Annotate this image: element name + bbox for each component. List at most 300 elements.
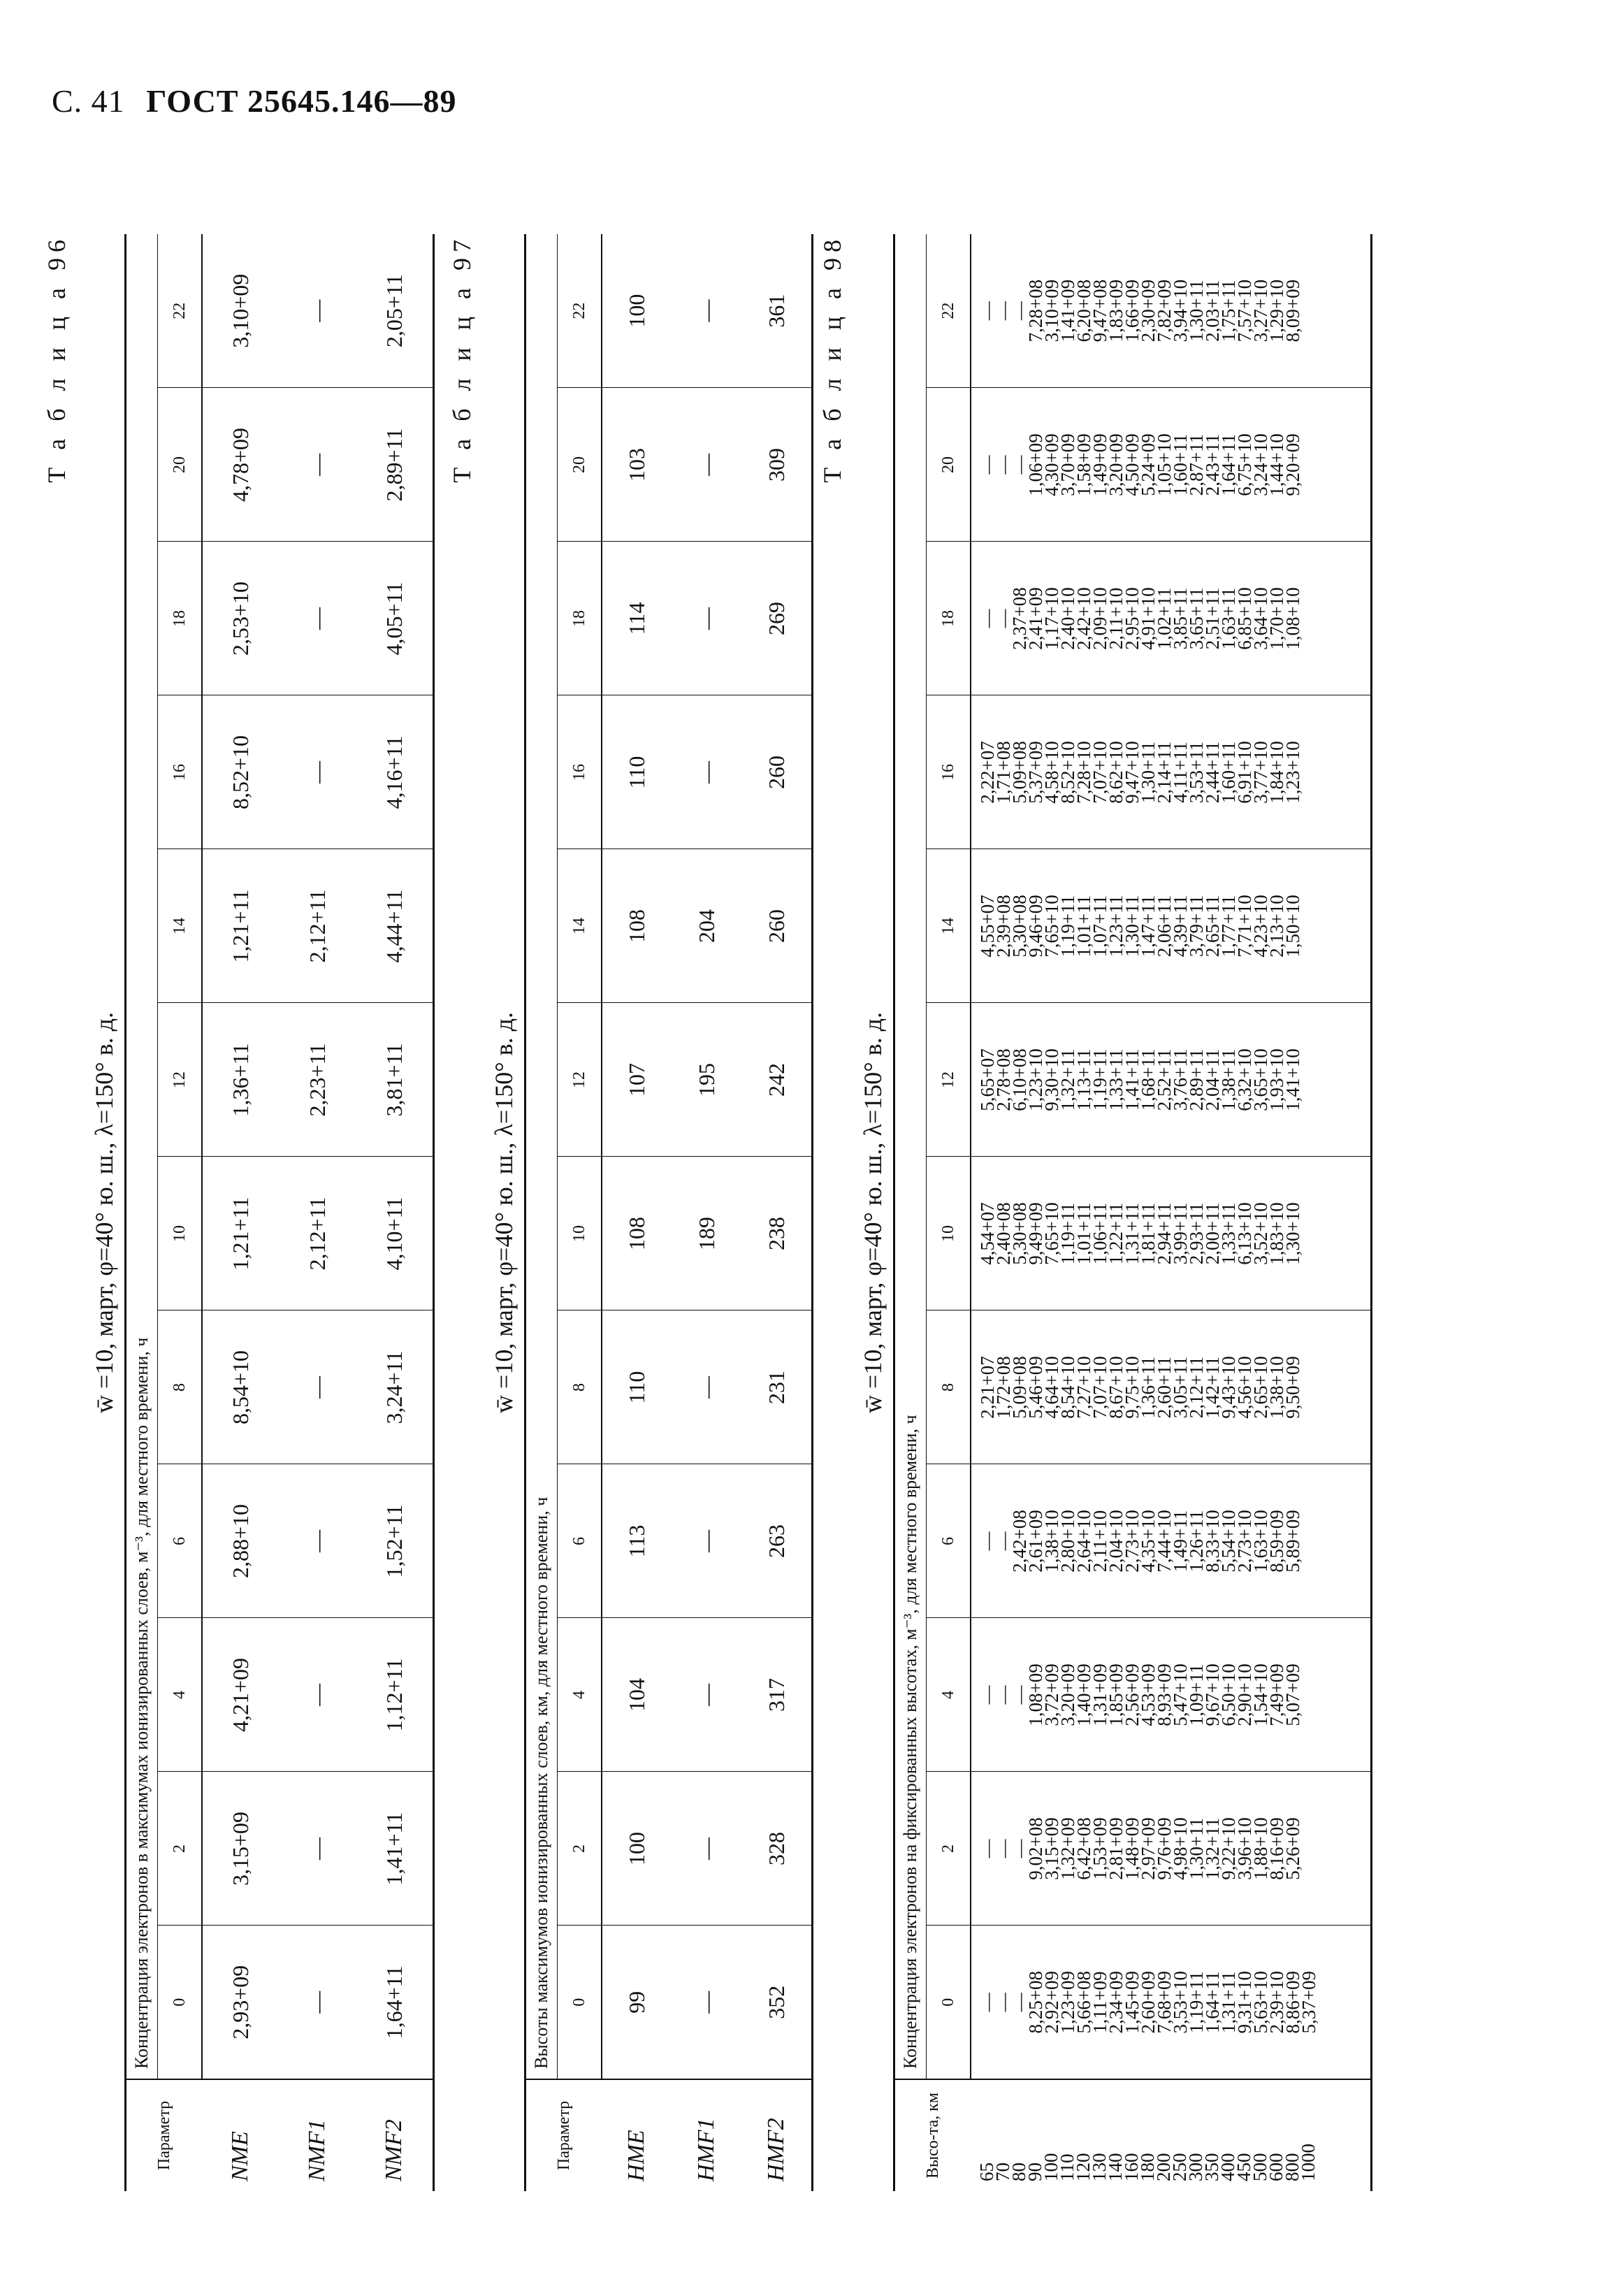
value-cell: — xyxy=(977,1685,998,1705)
value-cell: 2,73+10 xyxy=(1234,1510,1255,1573)
value-cell: 2,13+10 xyxy=(1266,895,1287,958)
value-cell: — xyxy=(993,455,1014,475)
value-cell: 2,88+10 xyxy=(202,1464,279,1618)
value-cell: 5,46+09 xyxy=(1025,1356,1046,1419)
value-cell: 3,65+10 xyxy=(1250,1048,1271,1111)
value-cell: 7,44+10 xyxy=(1154,1510,1175,1573)
value-cell: 1,41+11 xyxy=(356,1772,434,1926)
value-cell: 3,20+09 xyxy=(1105,433,1126,496)
value-cell: 2,43+11 xyxy=(1202,433,1223,496)
value-cell: 1,19+11 xyxy=(1186,1971,1207,2033)
value-cell: 1,41+09 xyxy=(1057,279,1078,342)
value-cell: 1,38+10 xyxy=(1266,1356,1287,1419)
value-cell: 9,31+10 xyxy=(1234,1971,1255,2034)
value-cell: — xyxy=(1009,301,1030,321)
value-cell: 1,17+10 xyxy=(1041,587,1062,650)
value-cell: 1,30+10 xyxy=(1282,1202,1303,1265)
hour-header: 16 xyxy=(558,695,602,849)
value-cell: 1,71+08 xyxy=(993,741,1014,804)
hour-header: 8 xyxy=(558,1310,602,1464)
value-cell: 1,19+11 xyxy=(1057,895,1078,958)
value-cell: 3,53+10 xyxy=(1170,1971,1191,2034)
value-cell: 100 xyxy=(602,1772,672,1926)
value-cell: 1,36+11 xyxy=(1138,1356,1159,1419)
value-cell: 4,39+11 xyxy=(1170,895,1191,958)
value-cell: 8,25+08 xyxy=(1025,1971,1046,2034)
value-cell: 2,37+08 xyxy=(1009,587,1030,650)
value-cell: 5,37+09 xyxy=(1025,741,1046,804)
value-cell: — xyxy=(672,542,741,695)
value-cell: 3,70+09 xyxy=(1057,433,1078,496)
value-cell: 3,24+10 xyxy=(1250,433,1271,496)
hour-column xyxy=(971,849,1372,1003)
value-cell: 2,80+10 xyxy=(1057,1510,1078,1573)
value-cell: 8,52+10 xyxy=(202,695,279,849)
value-cell: — xyxy=(993,1993,1014,2012)
hour-header: 22 xyxy=(927,234,971,388)
value-cell: — xyxy=(1009,455,1030,475)
value-cell: 3,96+10 xyxy=(1234,1817,1255,1880)
value-cell: 3,10+09 xyxy=(202,234,279,388)
hour-header: 16 xyxy=(158,695,203,849)
value-cell: — xyxy=(993,1839,1014,1858)
value-cell: 1,23+11 xyxy=(1105,895,1126,958)
value-cell: — xyxy=(977,609,998,628)
value-cell: — xyxy=(279,234,356,388)
value-cell: 2,97+09 xyxy=(1138,1817,1159,1880)
value-cell: 263 xyxy=(741,1464,813,1618)
value-cell: 1,32+09 xyxy=(1057,1817,1078,1880)
value-cell: 107 xyxy=(602,1003,672,1157)
value-cell: 1,30+11 xyxy=(1186,1817,1207,1880)
value-cell: 189 xyxy=(672,1157,741,1310)
value-cell: 5,63+10 xyxy=(1250,1971,1271,2034)
value-cell: 1,21+11 xyxy=(202,849,279,1003)
value-cell: 2,05+11 xyxy=(356,234,434,388)
value-cell: 2,23+11 xyxy=(279,1003,356,1157)
value-cell: 1,30+11 xyxy=(1122,895,1143,958)
hour-column xyxy=(971,1003,1372,1157)
value-cell: 1,33+11 xyxy=(1218,1202,1239,1265)
value-cell: — xyxy=(977,301,998,321)
param-name: NME xyxy=(202,2079,279,2191)
value-cell: 7,49+09 xyxy=(1266,1663,1287,1726)
value-cell: 6,42+08 xyxy=(1073,1817,1094,1880)
value-cell: 5,24+09 xyxy=(1138,433,1159,496)
altitude-value: 90 xyxy=(1024,2162,1045,2181)
value-cell: 2,40+10 xyxy=(1057,587,1078,650)
value-cell: 2,60+09 xyxy=(1138,1971,1159,2034)
value-cell: 1,52+11 xyxy=(356,1464,434,1618)
value-cell: 9,75+10 xyxy=(1122,1356,1143,1419)
value-cell: 2,89+11 xyxy=(1186,1048,1207,1111)
value-cell: 2,94+11 xyxy=(1154,1202,1175,1265)
hour-header: 12 xyxy=(927,1003,971,1157)
value-cell: 1,84+10 xyxy=(1266,741,1287,804)
value-cell: 4,91+10 xyxy=(1138,587,1159,650)
value-cell: — xyxy=(1009,1839,1030,1858)
value-cell: 195 xyxy=(672,1003,741,1157)
value-cell: — xyxy=(693,1991,719,2014)
hour-header: 18 xyxy=(927,542,971,695)
hour-header: 0 xyxy=(927,1926,971,2079)
value-cell: 2,65+10 xyxy=(1250,1356,1271,1419)
value-cell: 2,34+09 xyxy=(1105,1971,1126,2034)
hour-column xyxy=(971,1926,1372,2079)
value-cell xyxy=(1301,542,1317,695)
hour-column xyxy=(971,1310,1372,1464)
value-cell: 3,64+10 xyxy=(1250,587,1271,650)
value-cell: 6,13+10 xyxy=(1234,1202,1255,1265)
value-cell: — xyxy=(672,388,741,542)
value-cell: — xyxy=(279,1464,356,1618)
value-cell: 5,89+09 xyxy=(1282,1510,1303,1573)
value-cell: 6,20+08 xyxy=(1073,279,1094,342)
param-name: NMF1 xyxy=(279,2079,356,2191)
value-cell: — xyxy=(1009,1685,1030,1705)
altitude-value: 140 xyxy=(1105,2153,1126,2181)
hour-header: 8 xyxy=(158,1310,203,1464)
value-cell: 1,41+11 xyxy=(1122,1048,1143,1111)
value-cell: 5,30+08 xyxy=(1009,1202,1030,1265)
altitude-value: 110 xyxy=(1057,2153,1078,2181)
value-cell: 2,04+10 xyxy=(1105,1510,1126,1573)
value-cell: 6,50+10 xyxy=(1218,1663,1239,1726)
param-name: HMF1 xyxy=(672,2079,741,2191)
value-cell: 1,68+11 xyxy=(1138,1048,1159,1111)
value-cell: 2,11+10 xyxy=(1089,1510,1110,1573)
value-cell: 108 xyxy=(602,1157,672,1310)
hour-column xyxy=(971,388,1372,542)
value-cell: 1,64+11 xyxy=(1202,1971,1223,2033)
value-cell: 4,64+10 xyxy=(1041,1356,1062,1419)
value-cell: 1,41+10 xyxy=(1282,1048,1303,1111)
hour-header: 14 xyxy=(158,849,203,1003)
table-row xyxy=(202,234,279,2191)
value-cell: 1,88+10 xyxy=(1250,1817,1271,1880)
value-cell: 1,08+10 xyxy=(1282,587,1303,650)
value-cell: 3,76+11 xyxy=(1170,1048,1191,1111)
value-cell: 2,12+11 xyxy=(1186,1356,1207,1419)
hour-header: 20 xyxy=(158,388,203,542)
value-cell: 231 xyxy=(741,1310,813,1464)
value-cell: 1,32+11 xyxy=(1202,1817,1223,1880)
hour-header: 20 xyxy=(558,388,602,542)
hour-header-row xyxy=(927,234,971,2191)
value-cell: 1,38+10 xyxy=(1041,1510,1062,1573)
value-cell: — xyxy=(304,1991,330,2014)
value-cell: — xyxy=(279,388,356,542)
hour-header: 2 xyxy=(158,1772,203,1926)
value-cell: 1,31+09 xyxy=(1089,1663,1110,1726)
param-name: HME xyxy=(602,2079,672,2191)
hour-header: 6 xyxy=(558,1464,602,1618)
value-cell: 2,78+08 xyxy=(993,1048,1014,1111)
value-cell: 2,52+11 xyxy=(1154,1048,1175,1111)
value-cell: 2,92+09 xyxy=(1041,1971,1062,2034)
value-cell: 2,22+07 xyxy=(977,741,998,804)
value-cell: 1,23+09 xyxy=(1057,1971,1078,2034)
value-cell: 4,58+10 xyxy=(1041,741,1062,804)
value-cell: 9,49+09 xyxy=(1025,1202,1046,1265)
value-cell: — xyxy=(279,1618,356,1772)
value-cell: 7,27+10 xyxy=(1073,1356,1094,1419)
value-cell: 8,54+10 xyxy=(1057,1356,1078,1419)
altitude-value: 65 xyxy=(976,2162,997,2181)
table-98-title: w̄ =10, март, φ=40° ю. ш., λ=150° в. д. xyxy=(859,1012,887,1413)
altitude-value: 100 xyxy=(1041,2153,1061,2181)
value-cell: 2,06+11 xyxy=(1154,895,1175,958)
group-header: Высоты максимумов ионизированных слоев, км, для местного времени, ч xyxy=(525,234,558,2079)
altitude-value: 500 xyxy=(1249,2153,1270,2181)
hour-header-row xyxy=(558,234,602,2191)
value-cell: — xyxy=(993,1685,1014,1705)
value-cell: 1,11+09 xyxy=(1089,1971,1110,2033)
value-cell: 103 xyxy=(602,388,672,542)
value-cell: 2,11+10 xyxy=(1105,587,1126,650)
value-cell: — xyxy=(977,1531,998,1551)
value-cell: 2,39+08 xyxy=(993,895,1014,958)
value-cell: 2,21+07 xyxy=(977,1356,998,1419)
hour-header: 0 xyxy=(558,1926,602,2079)
value-cell: — xyxy=(977,1839,998,1858)
value-cell: 1,06+09 xyxy=(1025,433,1046,496)
value-cell: 7,07+10 xyxy=(1089,1356,1110,1419)
value-cell: 317 xyxy=(741,1618,813,1772)
param-header: Параметр xyxy=(126,2079,203,2191)
table-row xyxy=(279,234,356,2191)
value-cell: 4,54+07 xyxy=(977,1202,998,1265)
hour-header: 10 xyxy=(927,1157,971,1310)
altitude-value: 250 xyxy=(1169,2153,1190,2181)
value-cell: 1,19+11 xyxy=(1057,1202,1078,1265)
value-cell: 7,71+10 xyxy=(1234,895,1255,958)
value-cell: 260 xyxy=(741,849,813,1003)
table-96-label: Т а б л и ц а 96 xyxy=(43,234,71,483)
hour-header: 10 xyxy=(158,1157,203,1310)
value-cell: 6,32+10 xyxy=(1234,1048,1255,1111)
value-cell: — xyxy=(672,1310,741,1464)
value-cell: 1,70+10 xyxy=(1266,587,1287,650)
table-98-label: Т а б л и ц а 98 xyxy=(818,234,846,483)
value-cell: 4,30+09 xyxy=(1041,433,1062,496)
value-cell: 1,23+10 xyxy=(1025,1048,1046,1111)
value-cell: 2,51+11 xyxy=(1202,587,1223,650)
altitude-value: 70 xyxy=(992,2162,1013,2181)
value-cell: — xyxy=(279,695,356,849)
value-cell: 9,67+10 xyxy=(1202,1663,1223,1726)
hour-header: 6 xyxy=(927,1464,971,1618)
value-cell: 5,66+08 xyxy=(1073,1971,1094,2034)
value-cell: 108 xyxy=(602,849,672,1003)
hour-header: 14 xyxy=(558,849,602,1003)
value-cell: 1,02+11 xyxy=(1154,587,1175,650)
altitude-value: 300 xyxy=(1185,2153,1206,2181)
group-header-row xyxy=(525,234,558,2191)
altitude-value: 120 xyxy=(1073,2153,1094,2181)
rotated-tables-area xyxy=(0,178,1502,2275)
value-cell: 1,38+11 xyxy=(1218,1048,1239,1111)
value-cell xyxy=(1301,234,1317,388)
value-cell: 1,50+10 xyxy=(1282,895,1303,958)
value-cell: 9,20+09 xyxy=(1282,433,1303,496)
value-cell: 5,26+09 xyxy=(1282,1817,1303,1880)
value-cell: 2,40+08 xyxy=(993,1202,1014,1265)
value-cell: 2,44+11 xyxy=(1202,741,1223,804)
value-cell: 2,81+09 xyxy=(1105,1817,1126,1880)
value-cell: 242 xyxy=(741,1003,813,1157)
value-cell: 238 xyxy=(741,1157,813,1310)
hour-column xyxy=(971,695,1372,849)
value-cell: 110 xyxy=(602,695,672,849)
hour-column xyxy=(971,1618,1372,1772)
value-cell: 3,10+09 xyxy=(1041,279,1062,342)
value-cell: 4,78+09 xyxy=(202,388,279,542)
value-cell: 7,57+10 xyxy=(1234,279,1255,342)
value-cell xyxy=(1301,1157,1317,1310)
table-row xyxy=(602,234,672,2191)
hour-column xyxy=(971,1157,1372,1310)
value-cell: 2,61+09 xyxy=(1025,1510,1046,1573)
value-cell: 1,33+11 xyxy=(1105,1048,1126,1111)
hour-header: 12 xyxy=(158,1003,203,1157)
value-cell: 1,30+11 xyxy=(1186,280,1207,342)
value-cell: 2,39+10 xyxy=(1266,1971,1287,2034)
hour-header: 22 xyxy=(558,234,602,388)
value-cell xyxy=(1301,389,1317,542)
value-cell: 7,07+10 xyxy=(1089,741,1110,804)
value-cell: 8,59+09 xyxy=(1266,1510,1287,1573)
value-cell: — xyxy=(672,1464,741,1618)
hour-header: 8 xyxy=(927,1310,971,1464)
value-cell: 2,03+11 xyxy=(1202,280,1223,342)
value-cell: 100 xyxy=(602,234,672,388)
value-cell: 1,31+11 xyxy=(1218,1971,1239,2033)
hour-header: 4 xyxy=(158,1618,203,1772)
value-cell: 3,72+09 xyxy=(1041,1663,1062,1726)
value-cell: 4,50+09 xyxy=(1122,433,1143,496)
value-cell: 99 xyxy=(624,1991,649,2014)
value-cell: 6,91+10 xyxy=(1234,741,1255,804)
value-cell: — xyxy=(977,1993,998,2012)
value-cell: 3,81+11 xyxy=(356,1003,434,1157)
value-cell: 7,28+08 xyxy=(1025,279,1046,342)
value-cell: 4,55+07 xyxy=(977,895,998,958)
value-cell: 2,12+11 xyxy=(279,849,356,1003)
hour-header: 16 xyxy=(927,695,971,849)
value-cell: 1,45+09 xyxy=(1122,1971,1143,2034)
value-cell: 1,01+11 xyxy=(1073,1202,1094,1265)
value-cell: — xyxy=(279,1310,356,1464)
value-cell: 7,65+10 xyxy=(1041,1202,1062,1265)
value-cell: 2,89+11 xyxy=(356,388,434,542)
value-cell: 4,56+10 xyxy=(1234,1356,1255,1419)
hour-column xyxy=(971,1464,1372,1618)
value-cell: 4,10+11 xyxy=(356,1157,434,1310)
value-cell: 5,30+08 xyxy=(1009,895,1030,958)
value-cell: 2,42+10 xyxy=(1073,587,1094,650)
value-cell: 9,43+10 xyxy=(1218,1356,1239,1419)
hour-header: 2 xyxy=(927,1772,971,1926)
table-row xyxy=(672,234,741,2191)
altitude-column xyxy=(971,2079,1372,2191)
value-cell: 1,09+11 xyxy=(1186,1663,1207,1726)
altitude-value: 450 xyxy=(1233,2153,1254,2181)
hour-header: 0 xyxy=(158,1926,203,2079)
value-cell: 2,14+11 xyxy=(1154,741,1175,804)
value-cell xyxy=(1301,850,1317,1003)
value-cell: 3,15+09 xyxy=(1041,1817,1062,1880)
group-header: Концентрация электронов на фиксированных высотах, м⁻³, для местного времени, ч xyxy=(894,234,927,2079)
value-cell: 6,85+10 xyxy=(1234,587,1255,650)
value-cell: 3,27+10 xyxy=(1250,279,1271,342)
value-cell: 2,56+09 xyxy=(1122,1663,1143,1726)
hour-header: 6 xyxy=(158,1464,203,1618)
value-cell: 328 xyxy=(741,1772,813,1926)
value-cell: 8,62+10 xyxy=(1105,741,1126,804)
value-cell: 5,54+10 xyxy=(1218,1510,1239,1573)
standard-number: ГОСТ 25645.146—89 xyxy=(146,83,457,119)
value-cell: 6,10+08 xyxy=(1009,1048,1030,1111)
value-cell: 1,85+09 xyxy=(1105,1663,1126,1726)
value-cell: 309 xyxy=(741,388,813,542)
value-cell: 1,53+09 xyxy=(1089,1817,1110,1880)
value-cell: 4,16+11 xyxy=(356,695,434,849)
value-cell: 1,05+10 xyxy=(1154,433,1175,496)
value-cell: 4,21+09 xyxy=(202,1618,279,1772)
group-header: Концентрация электронов в максимумах ионизированных слоев, м⁻³, для местного времени, ч xyxy=(126,234,158,2079)
value-cell xyxy=(1301,1772,1317,1926)
value-cell: 8,33+10 xyxy=(1202,1510,1223,1573)
hour-header: 10 xyxy=(558,1157,602,1310)
altitude-value: 130 xyxy=(1089,2153,1110,2181)
hour-column xyxy=(971,542,1372,695)
value-cell: 5,09+08 xyxy=(1009,1356,1030,1419)
altitude-value: 160 xyxy=(1121,2153,1142,2181)
hour-header: 18 xyxy=(158,542,203,695)
value-cell: 2,30+09 xyxy=(1138,279,1159,342)
value-cell: 3,85+11 xyxy=(1170,587,1191,650)
value-cell: 4,44+11 xyxy=(356,849,434,1003)
value-cell: 2,09+10 xyxy=(1089,587,1110,650)
value-cell: 9,02+08 xyxy=(1025,1817,1046,1880)
page-number: С. 41 xyxy=(52,83,125,119)
value-cell: 1,81+11 xyxy=(1138,1202,1159,1265)
value-cell: — xyxy=(672,695,741,849)
value-cell: 2,12+11 xyxy=(279,1157,356,1310)
altitude-value: 600 xyxy=(1266,2153,1286,2181)
value-cell: 8,09+09 xyxy=(1282,279,1303,342)
value-cell: 3,05+11 xyxy=(1170,1356,1191,1419)
value-cell: 1,77+11 xyxy=(1218,895,1239,958)
value-cell: 1,31+11 xyxy=(1122,1202,1143,1265)
table-96-title: w̄ =10, март, φ=40° ю. ш., λ=150° в. д. xyxy=(90,1012,118,1413)
value-cell xyxy=(1301,696,1317,849)
value-cell: 9,30+10 xyxy=(1041,1048,1062,1111)
param-header: Параметр xyxy=(525,2079,602,2191)
value-cell: 3,53+11 xyxy=(1186,741,1207,804)
value-cell: 7,82+09 xyxy=(1154,279,1175,342)
value-cell: 5,47+10 xyxy=(1170,1663,1191,1726)
value-cell: 2,42+08 xyxy=(1009,1510,1030,1573)
value-cell: 5,65+07 xyxy=(977,1048,998,1111)
value-cell: 9,50+09 xyxy=(1282,1356,1303,1419)
value-cell: 2,53+10 xyxy=(202,542,279,695)
value-cell: 5,37+09 xyxy=(1298,1971,1319,2034)
value-cell: 1,21+11 xyxy=(202,1157,279,1310)
value-cell: 2,60+11 xyxy=(1154,1356,1175,1419)
value-cell: 2,00+11 xyxy=(1202,1202,1223,1265)
